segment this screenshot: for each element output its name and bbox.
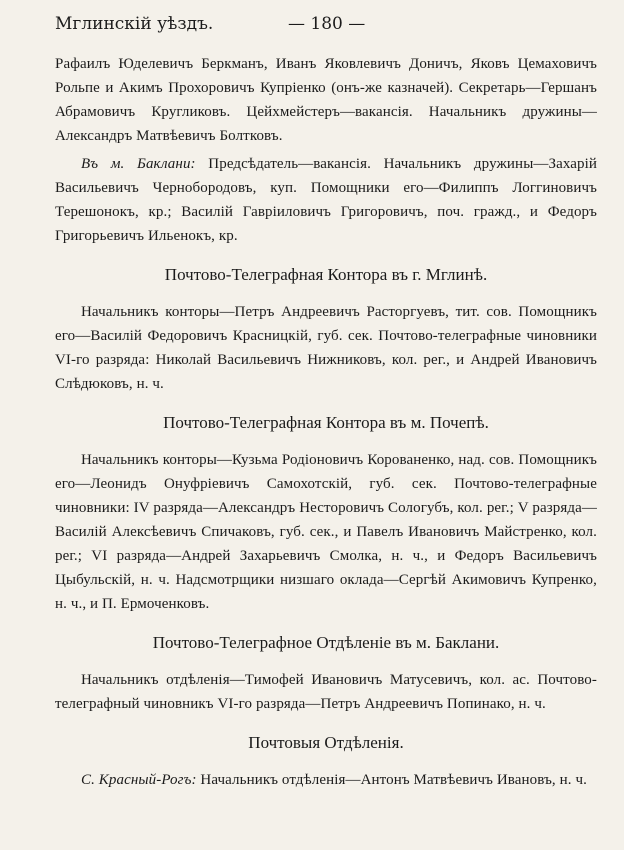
page-number: — 180 — [288, 14, 366, 34]
section-heading-post-branches: Почтовыя Отдѣленія. [248, 733, 404, 752]
section-heading-pochep-post-office: Почтово-Телеграфная Контора въ м. Почепѣ. [163, 413, 489, 432]
paragraph-text: Начальникъ отдѣленія—Тимофей Ивановичъ Матусевичъ, кол. ас. Почтово-телеграфный чиновникъ VI-го разряда—Петръ Андреевичъ Попинако, н. ч. [55, 672, 597, 712]
paragraph-mglin-post-office [55, 300, 597, 396]
running-head-district: Мглинскій уѣздъ. [55, 14, 214, 34]
paragraph-text: Начальникъ отдѣленія—Антонъ Матвѣевичъ Ивановъ, н. ч. [196, 772, 587, 788]
paragraph-baklan-post-branch [55, 668, 597, 716]
page-body [55, 52, 597, 792]
section-heading-baklan-post-branch: Почтово-Телеграфное Отдѣленіе въ м. Баклани. [152, 633, 500, 652]
paragraph-mglin-members [55, 52, 597, 148]
paragraph-text: Предсѣдатель—вакансія. Начальникъ дружины—Захарій Васильевичъ Чернобородовъ, куп. Помощники его—Филиппъ Логгиновичъ Терешонокъ, кр.; Василій Гавріиловичъ Григоровичъ, поч. гражд., и Федоръ Григорьевичъ Ильенокъ, кр. [55, 156, 597, 244]
running-head [55, 14, 595, 38]
paragraph-text: Начальникъ конторы—Кузьма Родіоновичъ Корованенко, над. сов. Помощникъ его—Леонидъ Онуфріевичъ Самохотскій, губ. сек. Почтово-телеграфные чиновники: IV разряда—Александръ Несторовичъ Сологубъ, кол. рег.; V разряда—Василій Алексѣевичъ Спичаковъ, губ. сек., и Павелъ Ивановичъ Майстренко, кол. рег.; VI разряда—Андрей Захарьевичъ Смолка, н. ч., и Федоръ Васильевичъ Цыбульскій, н. ч. Надсмотрщики низшаго оклада—Сергѣй Акимовичъ Купренко, н. ч., и П. Ермоченковъ. [55, 452, 597, 612]
paragraph-lead-place: С. Красный-Рогъ: [81, 772, 197, 788]
paragraph-text: Рафаилъ Юделевичъ Беркманъ, Иванъ Яковлевичъ Доничъ, Яковъ Цемаховичъ Рольпе и Акимъ Прохоровичъ Купріенко (онъ-же казначей). Секретарь—Гершанъ Абрамовичъ Кругликовъ. Цейхмейстеръ—вакансія. Начальникъ дружины—Александръ Матвѣевичъ Болтковъ. [55, 56, 597, 144]
paragraph-baklan-fire-brigade [55, 152, 597, 248]
section-heading-mglin-post-office: Почтово-Телеграфная Контора въ г. Мглинѣ. [164, 265, 488, 284]
paragraph-text: Начальникъ конторы—Петръ Андреевичъ Расторгуевъ, тит. сов. Помощникъ его—Василій Федоровичъ Красницкій, губ. сек. Почтово-телеграфные чиновники VI-го разряда: Николай Васильевичъ Нижниковъ, кол. рег., и Андрей Ивановичъ Слѣдюковъ, н. ч. [55, 304, 597, 392]
paragraph-krasny-rog [55, 768, 597, 792]
paragraph-lead-place: Въ м. Баклани: [81, 156, 196, 172]
paragraph-pochep-post-office [55, 448, 597, 616]
